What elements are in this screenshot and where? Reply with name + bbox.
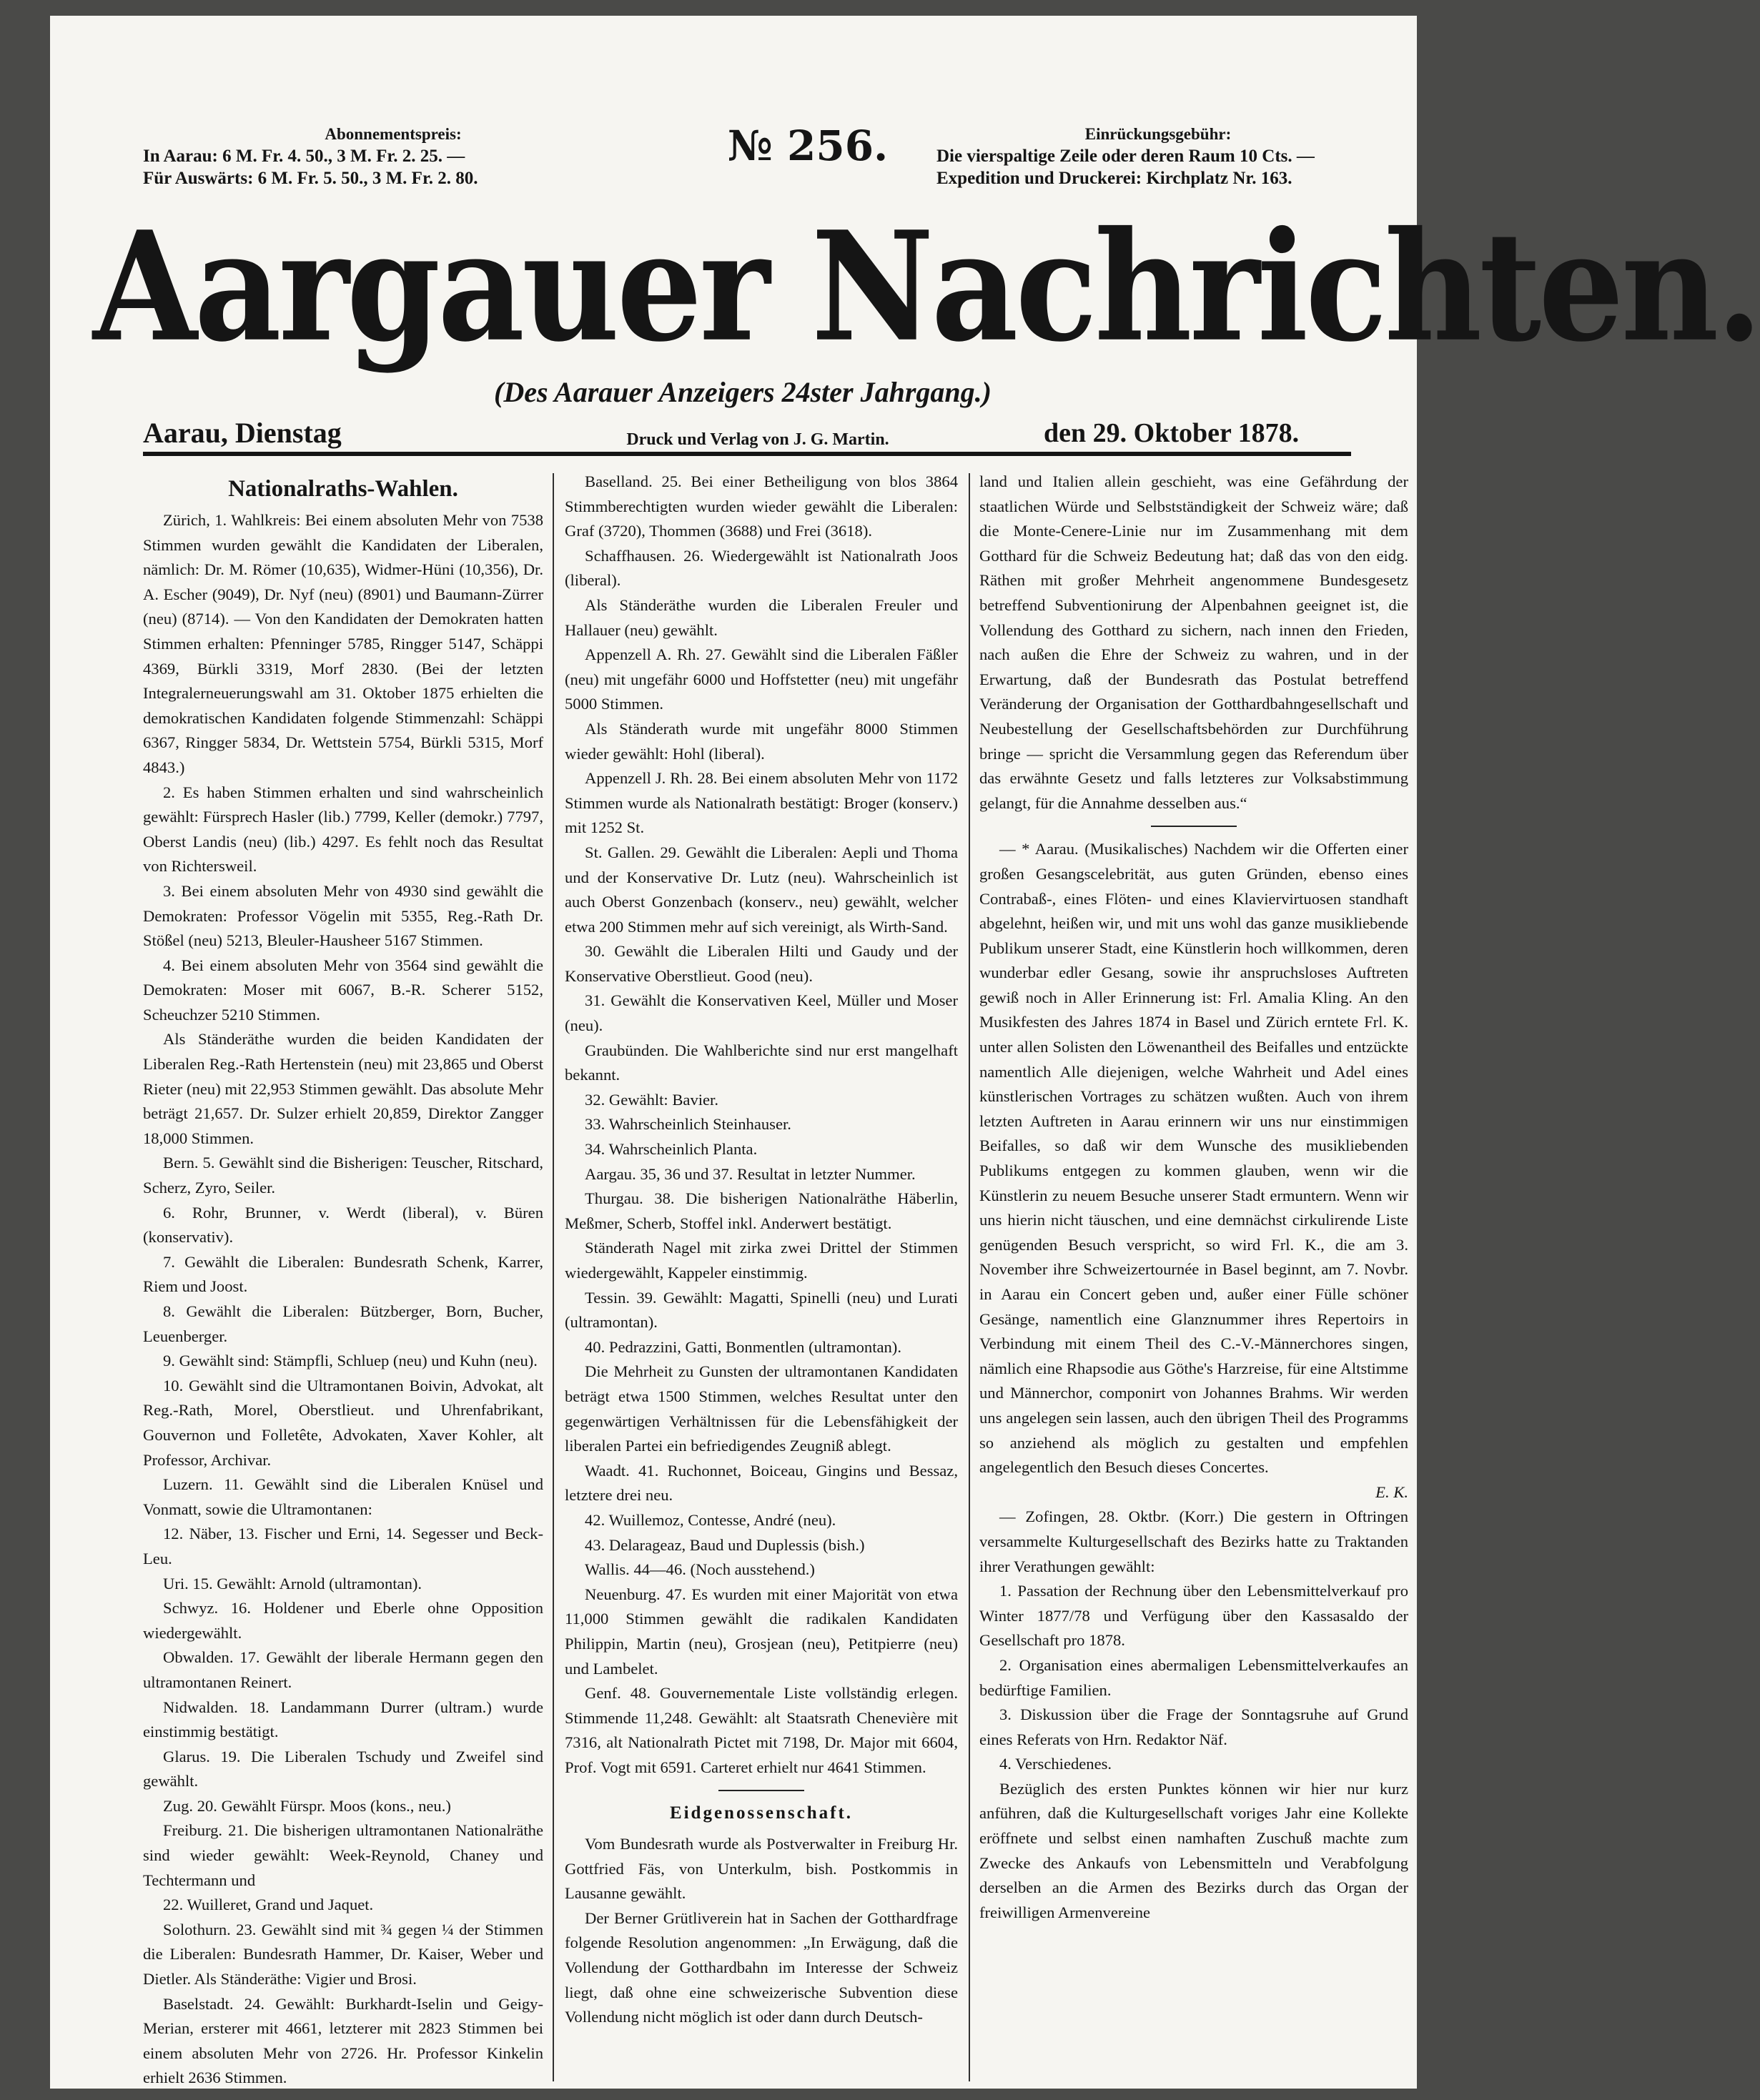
- printer-imprint: Druck und Verlag von J. G. Martin.: [626, 430, 889, 449]
- article-paragraph: Schaffhausen. 26. Wiedergewählt ist Nationalrath Joos (liberal).: [565, 546, 958, 590]
- article-paragraph: 22. Wuilleret, Grand und Jaquet.: [163, 1896, 374, 1914]
- election-results-text: [143, 508, 543, 2091]
- subscription-line-local: In Aarau: 6 M. Fr. 4. 50., 3 M. Fr. 2. 25. —: [143, 147, 465, 166]
- article-paragraph: Als Ständerath wurde mit ungefähr 8000 Stimmen wieder gewählt: Hohl (liberal).: [565, 719, 958, 763]
- subscription-title: Abonnementspreis:: [325, 125, 462, 143]
- newspaper-page: [93, 16, 1760, 2089]
- fee-line-rate: Die vierspaltige Zeile oder deren Raum 10 Cts. —: [936, 147, 1315, 166]
- article-paragraph: Solothurn. 23. Gewählt sind mit ¾ gegen ¼ der Stimmen die Liberalen: Bundesrath Hammer, Dr. Kaiser, Weber und Dietler. Als Ständeräthe: Vigier und Brosi.: [143, 1920, 543, 1988]
- issue-date: den 29. Oktober 1878.: [1044, 418, 1300, 448]
- newspaper-sheet: [50, 16, 1760, 2089]
- article-paragraph: Baselstadt. 24. Gewählt: Burkhardt-Iselin und Geigy-Merian, ersterer mit 4661, letzterer mit 2823 Stimmen bei einem absoluten Mehr von 2726. Hr. Professor Kinkelin erhielt 2636 Stimmen.: [143, 1994, 543, 2087]
- masthead-title: Aargauer Nachrichten.: [93, 198, 1760, 376]
- confederation-text: [565, 1832, 958, 2030]
- article-paragraph: St. Gallen. 29. Gewählt die Liberalen: Aepli und Thoma und der Konservative Dr. Lutz (neu). Wahrscheinlich ist auch Oberst Gonzenbach (konserv., neu) gewählt, welcher etwa 200 Stimmen mehr auf sich vereinigt, als Wirth-Sand.: [565, 843, 958, 936]
- article-paragraph: Aargau. 35, 36 und 37. Resultat in letzter Nummer.: [585, 1164, 916, 1183]
- column-divider-2: [969, 473, 970, 2081]
- article-paragraph: Graubünden. Die Wahlberichte sind nur erst mangelhaft bekannt.: [565, 1041, 958, 1084]
- article-paragraph: 32. Gewählt: Bavier.: [585, 1090, 718, 1109]
- article-paragraph: 30. Gewählt die Liberalen Hilti und Gaudy und der Konservative Oberstlieut. Good (neu).: [565, 942, 958, 985]
- article-paragraph: Waadt. 41. Ruchonnet, Boiceau, Gingins und Bessaz, letztere drei neu.: [565, 1461, 958, 1505]
- article-paragraph: 6. Rohr, Brunner, v. Werdt (liberal), v. Büren (konservativ).: [143, 1203, 543, 1247]
- article-paragraph: Thurgau. 38. Die bisherigen Nationalräthe Häberlin, Meßmer, Scherb, Stoffel inkl. Anderwert bestätigt.: [565, 1189, 958, 1232]
- column-2: [565, 470, 958, 2099]
- article-paragraph: Appenzell J. Rh. 28. Bei einem absoluten Mehr von 1172 Stimmen wurde als Nationalrath bestätigt: Broger (konserv.) mit 1252 St.: [565, 769, 958, 837]
- article-paragraph: 3. Diskussion über die Frage der Sonntagsruhe auf Grund eines Referats von Hrn. Redaktor Näf.: [979, 1705, 1408, 1748]
- article-paragraph: Als Ständeräthe wurden die beiden Kandidaten der Liberalen Reg.-Rath Hertenstein (neu) mit 23,865 und Oberst Rieter (neu) mit 22,953 Stimmen gewählt. Das absolute Mehr beträgt 21,657. Dr. Sulzer erhielt 20,859, Direktor Zangger 18,000 Stimmen.: [143, 1030, 543, 1147]
- article-paragraph: 40. Pedrazzini, Gatti, Bonmentlen (ultramontan).: [585, 1337, 901, 1356]
- article-paragraph: Wallis. 44—46. (Noch ausstehend.): [585, 1560, 815, 1579]
- article-paragraph: 43. Delarageaz, Baud und Duplessis (bish.): [585, 1535, 865, 1554]
- column-3: [979, 470, 1408, 2099]
- aarau-music-article: [979, 837, 1408, 1480]
- article-paragraph: Genf. 48. Gouvernementale Liste vollständig erlegen. Stimmende 11,248. Gewählt: alt Staatsrath Chenevière mit 7316, alt Nationalrath Pictet mit 7198, Dr. Major mit 6604, Prof. Vogt mit 6591. Carteret erhielt nur 4641 Stimmen.: [565, 1684, 958, 1776]
- confederation-heading: Eidgenossenschaft.: [669, 1803, 854, 1823]
- article-signature: E. K.: [1375, 1482, 1408, 1501]
- article-paragraph: 33. Wahrscheinlich Steinhauser.: [585, 1115, 791, 1134]
- column-divider-1: [553, 473, 554, 2081]
- article-paragraph: 12. Näber, 13. Fischer und Erni, 14. Segesser und Beck-Leu.: [143, 1525, 543, 1567]
- article-paragraph: Zug. 20. Gewählt Fürspr. Moos (kons., neu.): [163, 1796, 451, 1815]
- article-paragraph: Der Berner Grütliverein hat in Sachen der Gotthardfrage folgende Resolution angenommen: „In Erwägung, daß die Vollendung der Gotthardbahn im Interesse der Schweiz liegt, daß ohne eine schweizerische Subvention diese Vollendung nicht möglich ist oder dann durch Deutsch-: [565, 1908, 958, 2026]
- article-paragraph: Als Ständeräthe wurden die Liberalen Freuler und Hallauer (neu) gewählt.: [565, 595, 958, 639]
- article-paragraph: 8. Gewählt die Liberalen: Bützberger, Born, Bucher, Leuenberger.: [143, 1302, 543, 1345]
- article-paragraph: 4. Bei einem absoluten Mehr von 3564 sind gewählt die Demokraten: Moser mit 6067, B.-R. Scherer 5152, Scheuchzer 5210 Stimmen.: [143, 956, 543, 1024]
- article-paragraph: Nidwalden. 18. Landammann Durrer (ultram.) wurde einstimmig bestätigt.: [143, 1698, 543, 1741]
- issue-number: № 256.: [727, 122, 889, 170]
- article-paragraph: Freiburg. 21. Die bisherigen ultramontanen Nationalräthe sind wieder gewählt: Week-Reynold, Chaney und Techtermann und: [143, 1821, 543, 1889]
- article-paragraph: Schwyz. 16. Holdener und Eberle ohne Opposition wiedergewählt.: [143, 1599, 543, 1642]
- article-paragraph: — Zofingen, 28. Oktbr. (Korr.) Die gestern in Oftringen versammelte Kulturgesellschaft des Bezirks hatte zu Traktanden ihrer Verathungen gewählt:: [979, 1507, 1408, 1575]
- article-paragraph: 2. Es haben Stimmen erhalten und sind wahrscheinlich gewählt: Fürsprech Hasler (lib.) 7799, Keller (demokr.) 7797, Oberst Landis (neu) (lib.) 4297. Es fehlt noch das Resultat von Richtersweil.: [143, 783, 543, 876]
- fee-line-office: Expedition und Druckerei: Kirchplatz Nr. 163.: [936, 169, 1292, 188]
- article-paragraph: 7. Gewählt die Liberalen: Bundesrath Schenk, Karrer, Riem und Joost.: [143, 1252, 543, 1296]
- article-paragraph: Uri. 15. Gewählt: Arnold (ultramontan).: [163, 1574, 422, 1593]
- article-paragraph: 31. Gewählt die Konservativen Keel, Müller und Moser (neu).: [565, 991, 958, 1035]
- article-paragraph: 42. Wuillemoz, Contesse, André (neu).: [585, 1510, 836, 1529]
- subscription-line-external: Für Auswärts: 6 M. Fr. 5. 50., 3 M. Fr. 2. 80.: [143, 169, 478, 188]
- election-results-continued: [565, 470, 958, 1780]
- insertion-fee-box: [936, 123, 1380, 189]
- article-paragraph: Vom Bundesrath wurde als Postverwalter in Freiburg Hr. Gottfried Fäs, von Unterkulm, bish. Postkommis in Lausanne gewählt.: [565, 1835, 958, 1903]
- gotthard-resolution-text: [979, 470, 1408, 816]
- article-paragraph: 2. Organisation eines abermaligen Lebensmittelverkaufes an bedürftige Familien.: [979, 1655, 1408, 1699]
- article-paragraph: 34. Wahrscheinlich Planta.: [585, 1140, 758, 1159]
- article-paragraph: 4. Verschiedenes.: [999, 1755, 1112, 1773]
- fee-title: Einrückungsgebühr:: [1084, 125, 1232, 143]
- article-paragraph: Die Mehrheit zu Gunsten der ultramontanen Kandidaten beträgt etwa 1500 Stimmen, welches Resultat unter den gegenwärtigen Verhältnissen für die Lebensfähigkeit der liberalen Partei ein befriedigendes Zeugniß ablegt.: [565, 1362, 958, 1455]
- article-paragraph: 9. Gewählt sind: Stämpfli, Schluep (neu) und Kuhn (neu).: [163, 1352, 538, 1370]
- article-paragraph: Bern. 5. Gewählt sind die Bisherigen: Teuscher, Ritschard, Scherz, Zyro, Seiler.: [143, 1154, 543, 1197]
- article-divider: [1151, 826, 1237, 827]
- article-paragraph: Baselland. 25. Bei einer Betheiligung von blos 3864 Stimmberechtigten wurden wieder gewählt die Liberalen: Graf (3720), Thommen (3688) und Frei (3618).: [565, 472, 958, 540]
- article-paragraph: Bezüglich des ersten Punktes können wir hier nur kurz anführen, daß die Kulturgesellschaft voriges Jahr eine Kollekte eröffnete und selbst einen namhaften Zuschuß machte zum Zwecke des Ankaufs von Lebensmitteln und Verabfolgung derselben an die Armen des Bezirks durch das Organ der freiwilligen Armenvereine: [979, 1779, 1408, 1921]
- subscription-price-box: [143, 123, 643, 189]
- article-paragraph: Appenzell A. Rh. 27. Gewählt sind die Liberalen Fäßler (neu) mit ungefähr 6000 und Hoffstetter (neu) mit ungefähr 5000 Stimmen.: [565, 645, 958, 713]
- article-paragraph: 3. Bei einem absoluten Mehr von 4930 sind gewählt die Demokraten: Professor Vögelin mit 5355, Reg.-Rath Dr. Stößel (neu) 5213, Bleuler-Hausheer 5167 Stimmen.: [143, 881, 543, 950]
- article-paragraph: Obwalden. 17. Gewählt der liberale Hermann gegen den ultramontanen Reinert.: [143, 1648, 543, 1691]
- article-paragraph: 10. Gewählt sind die Ultramontanen Boivin, Advokat, alt Reg.-Rath, Morel, Oberstlieut. und Uhrenfabrikant, Gouvernon und Folletête, Advokaten, Xaver Kohler, alt Professor, Archivar.: [143, 1376, 543, 1469]
- article-paragraph: Ständerath Nagel mit zirka zwei Drittel der Stimmen wiedergewählt, Kappeler einstimmig.: [565, 1239, 958, 1282]
- article-paragraph: Glarus. 19. Die Liberalen Tschudy und Zweifel sind gewählt.: [143, 1747, 543, 1791]
- article-paragraph: 1. Passation der Rechnung über den Lebensmittelverkauf pro Winter 1877/78 und Verfügung über den Kassasaldo der Gesellschaft pro 1878.: [979, 1582, 1408, 1650]
- article-paragraph: land und Italien allein geschieht, was eine Gefährdung der staatlichen Würde und Selbstständigkeit der Schweiz wäre; daß die Monte-Cenere-Linie nur im Zusammenhang mit dem Gotthard für die Schweiz Bedeutung hat; daß das von den eidg. Räthen mit großer Mehrheit angenommene Bundesgesetz betreffend Subventionirung der Alpenbahnen geeignet ist, die Vollendung des Gotthard zu sichern, nach innen den Frieden, nach außen die Ehre der Schweiz zu wahren, und in der Erwartung, daß der Bundesrath das Postulat betreffend Veränderung der Organisation der Gotthardbahngesellschaft und Neubestellung der Gesellschaftsbehörden zur Durchführung bringe — spricht die Versammlung gegen das Referendum über das erwähnte Gesetz und falls letzteres zur Volksabstimmung gelangt, für die Annahme desselben aus.“: [979, 472, 1408, 812]
- column-1: [143, 470, 543, 2099]
- article-paragraph: Zürich, 1. Wahlkreis: Bei einem absoluten Mehr von 7538 Stimmen wurden gewählt die Kandidaten der Liberalen, nämlich: Dr. M. Römer (10,635), Widmer-Hüni (10,356), Dr. A. Escher (9049), Dr. Nyf (neu) (8901) und Baumann-Zürrer (neu) (8714). — Von den Kandidaten der Demokraten hatten Stimmen erhalten: Pfenninger 5785, Ringger 5147, Schäppi 4369, Bürkli 3319, Morf 2830. (Bei der letzten Integralerneuerungswahl am 31. Oktober 1875 erhielten die demokratischen Kandidaten folgende Stimmenzahl: Schäppi 6367, Ringger 5834, Dr. Wettstein 5754, Bürkli 5315, Morf 4843.): [143, 511, 543, 776]
- article-paragraph: Neuenburg. 47. Es wurden mit einer Majorität von etwa 11,000 Stimmen gewählt die radikalen Kandidaten Philippin, Martin (neu), Grosjean (neu), Petitpierre (neu) und Lambelet.: [565, 1585, 958, 1678]
- header-rule: [143, 452, 1351, 456]
- article-paragraph: Luzern. 11. Gewählt sind die Liberalen Knüsel und Vonmatt, sowie die Ultramontanen:: [143, 1475, 543, 1518]
- election-heading: Nationalraths-Wahlen.: [228, 476, 458, 502]
- article-paragraph: Tessin. 39. Gewählt: Magatti, Spinelli (neu) und Lurati (ultramontan).: [565, 1288, 958, 1332]
- place-weekday: Aarau, Dienstag: [143, 417, 342, 449]
- masthead-subtitle: (Des Aarauer Anzeigers 24ster Jahrgang.): [494, 376, 992, 408]
- article-paragraph: — * Aarau. (Musikalisches) Nachdem wir die Offerten einer großen Gesangscelebrität, aus guten Gründen, ebenso eines Contrabaß-, eines Flöten- und eines Klaviervirtuosen standhaft abgelehnt, heißen wir, und mit uns wohl das ganze musikliebende Publikum unserer Stadt, eine Künstlerin hoch willkommen, deren wunderbar edler Gesang, sowie ihr anspruchsloses Auftreten gewiß noch in Aller Erinnerung ist: Frl. Amalia Kling. An den Musikfesten des Jahres 1874 in Basel und Zürich erntete Frl. K. unter allen Solisten den Löwenantheil des Beifalles und entzückte namentlich Alle diejenigen, welche Wahrheit und Adel eines künstlerischen Vortrages zu schätzen wußten. Auch von ihrem letzten Auftreten in Aarau erinnern wir uns nur einstimmigen Beifalles, so daß wir dem Wunsche des musikliebenden Publikums entgegen zu kommen glauben, wenn wir die Künstlerin zu neuem Besuche unserer Stadt ermuntern. Wenn wir uns hierin nicht täuschen, und eine demnächst cirkulirende Liste genügenden Besuch verspricht, so wird Frl. K., die am 3. November ihre Schweizertournée in Basel beginnt, am 7. Novbr. in Aarau ein Concert geben und, außer einer Fülle schöner Gesänge, namentlich eine Glanznummer ihres Repertoirs in Verbindung mit einem Theil des C.-V.-Männerchores singen, nämlich eine Rhapsodie aus Göthe's Harzreise, für eine Altstimme und Männerchor, componirt von Johannes Brahms. Wir werden uns angelegen sein lassen, auch den übrigen Theil des Programms so anziehend als möglich zu gestalten und empfehlen angelegentlich den Besuch dieses Concertes.: [979, 840, 1408, 1477]
- zofingen-article: [979, 1505, 1408, 1925]
- section-divider: [718, 1790, 804, 1791]
